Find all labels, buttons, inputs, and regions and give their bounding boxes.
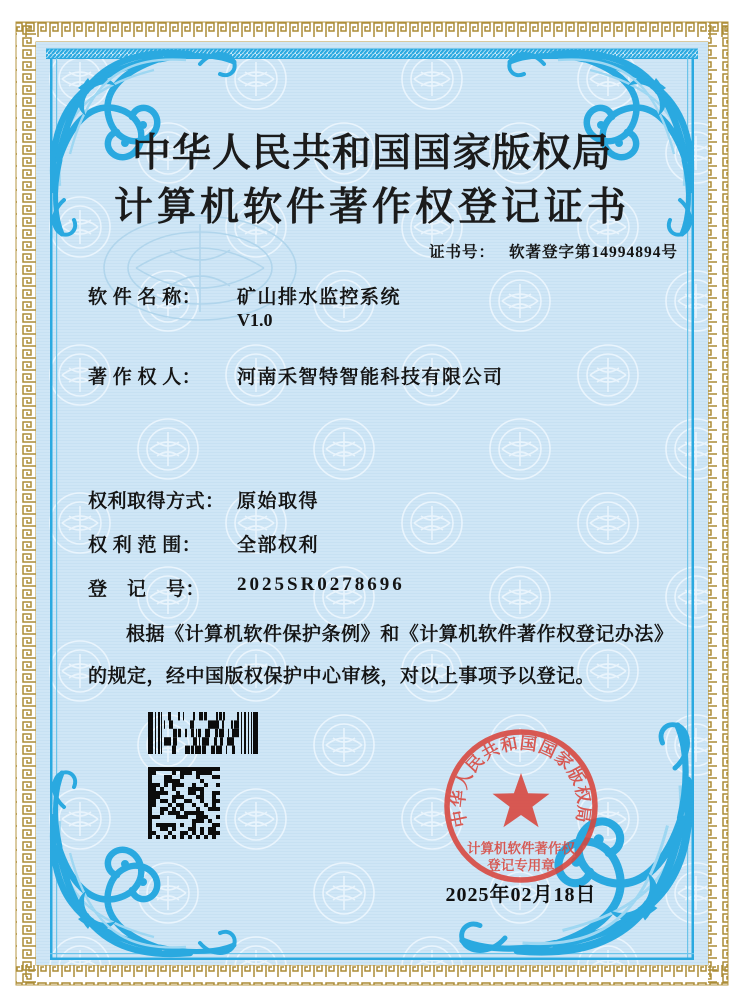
copyright-owner-label: 著 作 权 人： bbox=[88, 367, 202, 388]
acquisition-method-value: 原始取得 bbox=[237, 491, 320, 512]
registration-date: 2025年02月18日 bbox=[445, 884, 597, 906]
official-seal bbox=[434, 719, 608, 893]
seal-subtitle-line2: 登记专用章 bbox=[487, 858, 555, 873]
issuer-title: 中华人民共和国国家版权局 bbox=[131, 132, 612, 175]
software-version-value: V1.0 bbox=[237, 310, 273, 330]
seal-subtitle-line1: 计算机软件著作权 bbox=[467, 841, 575, 856]
registration-number-value: 2025SR0278696 bbox=[237, 574, 405, 595]
registration-number-label: 登 记 号： bbox=[88, 579, 206, 600]
certificate-number bbox=[429, 240, 678, 262]
copyright-owner-value: 河南禾智特智能科技有限公司 bbox=[237, 367, 504, 388]
software-name-value: 矿山排水监控系统 bbox=[237, 287, 402, 308]
datamatrix-code-icon bbox=[148, 767, 220, 839]
software-name-label: 软 件 名 称： bbox=[88, 287, 202, 308]
rights-scope-value: 全部权利 bbox=[237, 535, 320, 556]
seal-ring-text: 中华人民共和国国家版权局 bbox=[448, 733, 594, 829]
red-star-icon bbox=[493, 773, 550, 827]
acquisition-method-label: 权利取得方式： bbox=[88, 491, 225, 512]
pdf417-barcode-icon bbox=[148, 712, 258, 754]
document-title: 计算机软件著作权登记证书 bbox=[113, 186, 630, 229]
certificate-number-value: 软著登字第14994894号 bbox=[508, 244, 678, 261]
rights-scope-label: 权 利 范 围： bbox=[88, 535, 202, 556]
certificate-number-label: 证书号： bbox=[428, 244, 495, 261]
registration-statement: 根据《计算机软件保护条例》和《计算机软件著作权登记办法》的规定，经中国版权保护中心审核，对以上事项予以登记。 bbox=[88, 624, 664, 687]
